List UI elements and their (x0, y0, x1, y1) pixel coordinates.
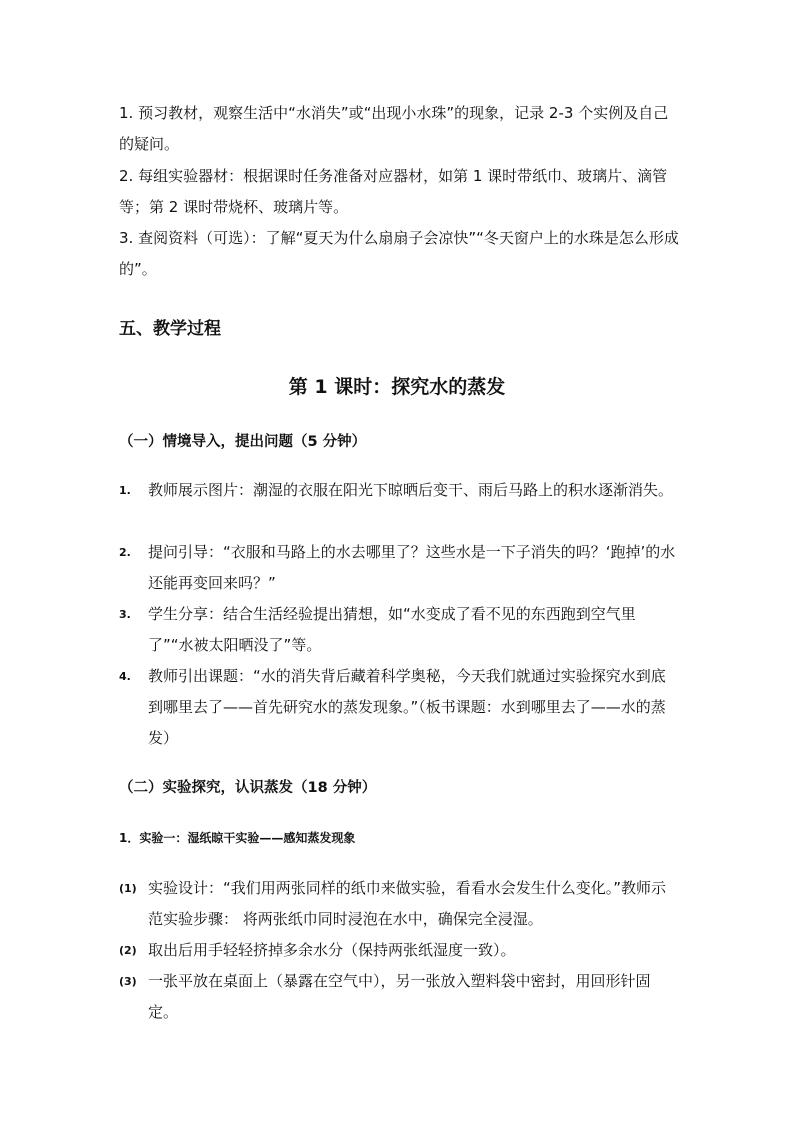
list-item (119, 661, 679, 754)
list-item (119, 475, 679, 506)
list-item (119, 873, 679, 935)
list-number: 2. (119, 546, 131, 559)
part1-title: （一）情境导入，提出问题（5 分钟） (119, 434, 367, 450)
lesson-title: 第 1 课时：探究水的蒸发 (288, 376, 506, 398)
prep-item-3: 3. 查阅资料（可选）：了解“夏天为什么扇扇子会凉快”“冬天窗户上的水珠是怎么形成的”。 (119, 229, 679, 278)
list-text: 教师展示图片：潮湿的衣服在阳光下晾晒后变干、雨后马路上的积水逐渐消失。 (148, 481, 674, 499)
part2-title: （二）实验探究，认识蒸发（18 分钟） (119, 780, 377, 796)
list-item (119, 935, 679, 966)
list-item (119, 537, 679, 599)
list-text: 取出后用手轻轻挤掉多余水分（保持两张纸湿度一致）。 (148, 941, 516, 959)
list-number: (3) (119, 975, 137, 988)
list-text: 提问引导：“衣服和马路上的水去哪里了？这些水是一下子消失的吗？‘跑掉’的水还能再变回来吗？” (148, 543, 676, 592)
list-number: (2) (119, 944, 137, 957)
list-number: 4. (119, 670, 131, 683)
list-item (119, 966, 679, 1028)
prep-item-1: 1. 预习教材，观察生活中“水消失”或“出现小水珠”的现象，记录 2-3 个实例及自己的疑问。 (119, 104, 669, 153)
list-item (119, 599, 679, 661)
list-text: 实验设计：“我们用两张同样的纸巾来做实验，看看水会发生什么变化。”教师示范实验步骤： 将两张纸巾同时浸泡在水中，确保完全浸湿。 (148, 879, 667, 928)
list-text: 学生分享：结合生活经验提出猜想，如“水变成了看不见的东西跑到空气里了”“水被太阳晒没了”等。 (148, 605, 636, 654)
list-text: 一张平放在桌面上（暴露在空气中），另一张放入塑料袋中密封，用回形针固定。 (148, 972, 651, 1021)
section-title: 五、教学过程 (119, 319, 221, 339)
prep-item-2: 2. 每组实验器材：根据课时任务准备对应器材，如第 1 课时带纸巾、玻璃片、滴管等；第 2 课时带烧杯、玻璃片等。 (119, 167, 668, 216)
part2-subtitle: 1．实验一：湿纸晾干实验——感知蒸发现象 (119, 831, 356, 845)
list-number: (1) (119, 882, 137, 895)
list-number: 1. (119, 484, 131, 497)
list-text: 教师引出课题：“水的消失背后藏着科学奥秘，今天我们就通过实验探究水到底到哪里去了——首先研究水的蒸发现象。”（板书课题：水到哪里去了——水的蒸发） (148, 667, 666, 747)
list-number: 3. (119, 608, 131, 621)
